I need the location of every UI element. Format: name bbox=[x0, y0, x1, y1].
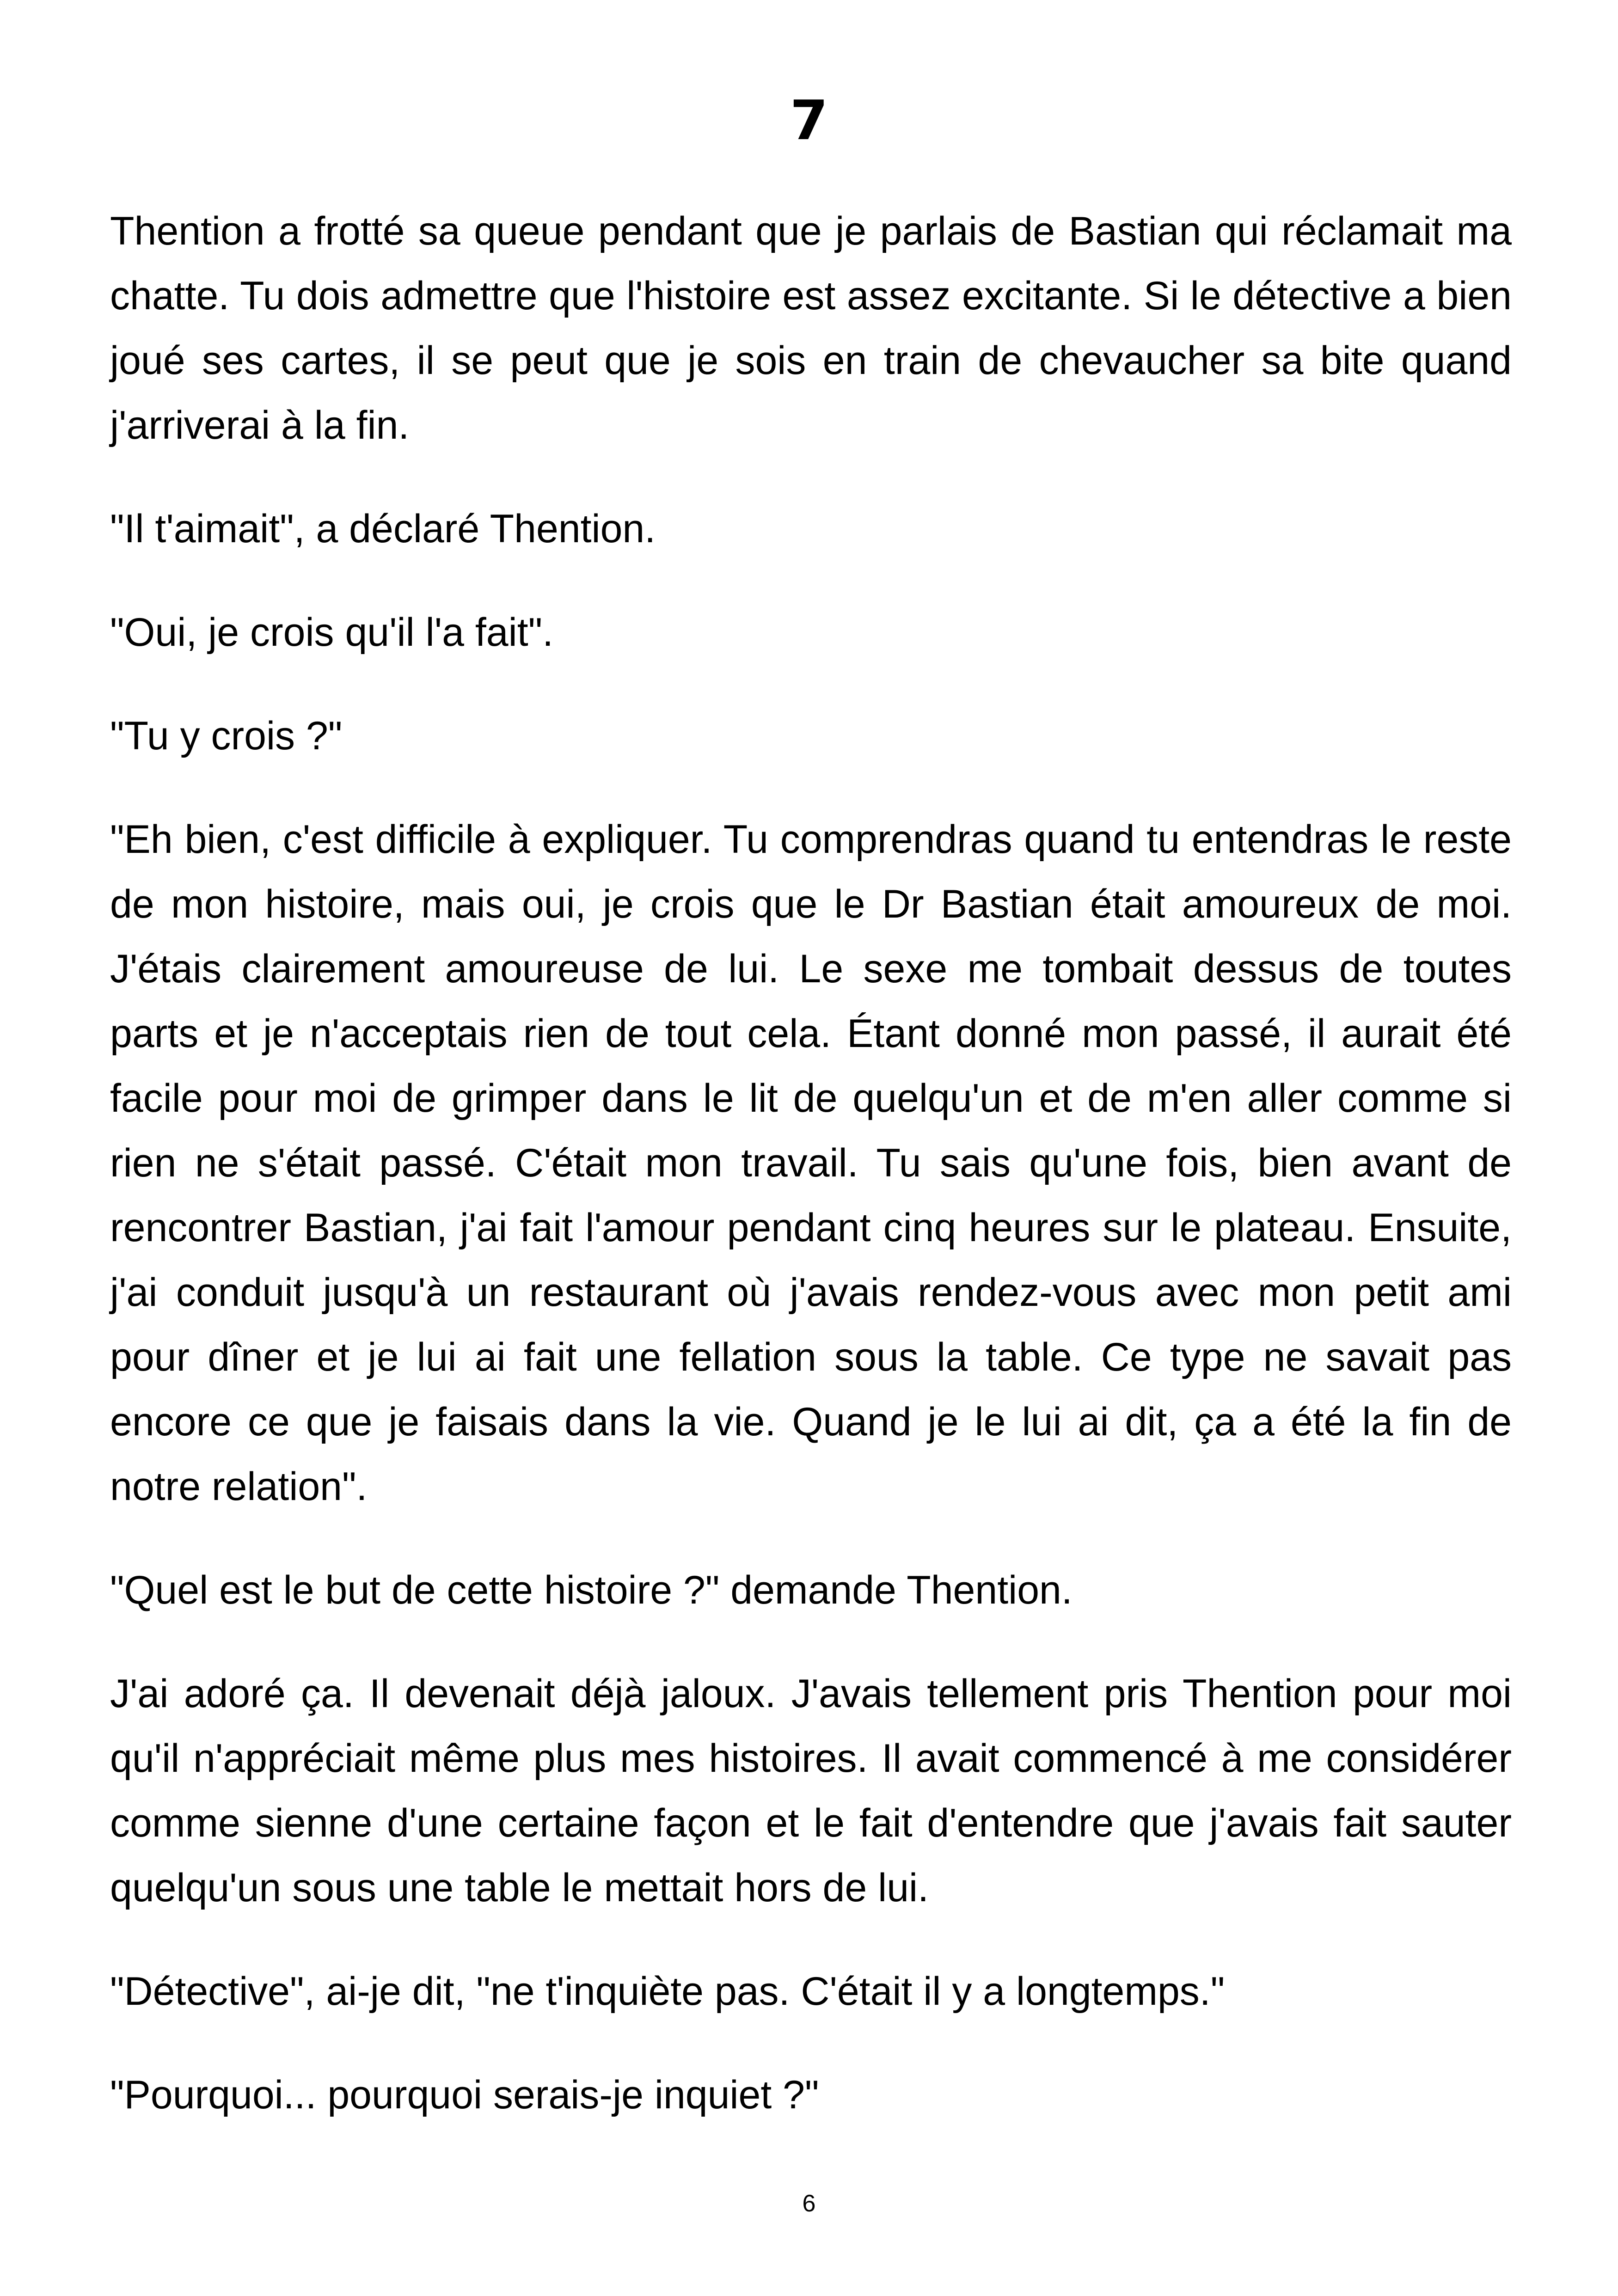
body-text bbox=[110, 199, 1512, 2166]
page-number: 6 bbox=[802, 2190, 816, 2217]
paragraph: "Pourquoi... pourquoi serais-je inquiet ?" bbox=[110, 2073, 819, 2117]
paragraph: Thention a frotté sa queue pendant que je parlais de Bastian qui réclamait ma chatte. Tu dois admettre que l'histoire est assez excitante. Si le détective a bien joué ses cartes, il se peut que je sois en train de chevaucher sa bite quand j'arriverai à la fin. bbox=[110, 209, 1512, 447]
paragraph: "Détective", ai-je dit, "ne t'inquiète pas. C'était il y a longtemps." bbox=[110, 1969, 1225, 2014]
paragraph: "Quel est le but de cette histoire ?" demande Thention. bbox=[110, 1568, 1073, 1612]
paragraph: "Eh bien, c'est difficile à expliquer. Tu comprendras quand tu entendras le reste de mon histoire, mais oui, je crois que le Dr Bastian était amoureux de moi. J'étais clairement amoureuse de lui. Le sexe me tombait dessus de toutes parts et je n'acceptais rien de tout cela. Étant donné mon passé, il aurait été facile pour moi de grimper dans le lit de quelqu'un et de m'en aller comme si rien ne s'était passé. C'était mon travail. Tu sais qu'une fois, bien avant de rencontrer Bastian, j'ai fait l'amour pendant cinq heures sur le plateau. Ensuite, j'ai conduit jusqu'à un restaurant où j'avais rendez-vous avec mon petit ami pour dîner et je lui ai fait une fellation sous la table. Ce type ne savait pas encore ce que je faisais dans la vie. Quand je le lui ai dit, ça a été la fin de notre relation". bbox=[110, 817, 1512, 1509]
paragraph: "Oui, je crois qu'il l'a fait". bbox=[110, 610, 554, 655]
paragraph: "Tu y crois ?" bbox=[110, 714, 343, 758]
paragraph: "Il t'aimait", a déclaré Thention. bbox=[110, 507, 656, 551]
paragraph: J'ai adoré ça. Il devenait déjà jaloux. J'avais tellement pris Thention pour moi qu'il n'appréciait même plus mes histoires. Il avait commencé à me considérer comme sienne d'une certaine façon et le fait d'entendre que j'avais fait sauter quelqu'un sous une table le mettait hors de lui. bbox=[110, 1671, 1512, 1910]
chapter-number: 7 bbox=[790, 88, 828, 152]
